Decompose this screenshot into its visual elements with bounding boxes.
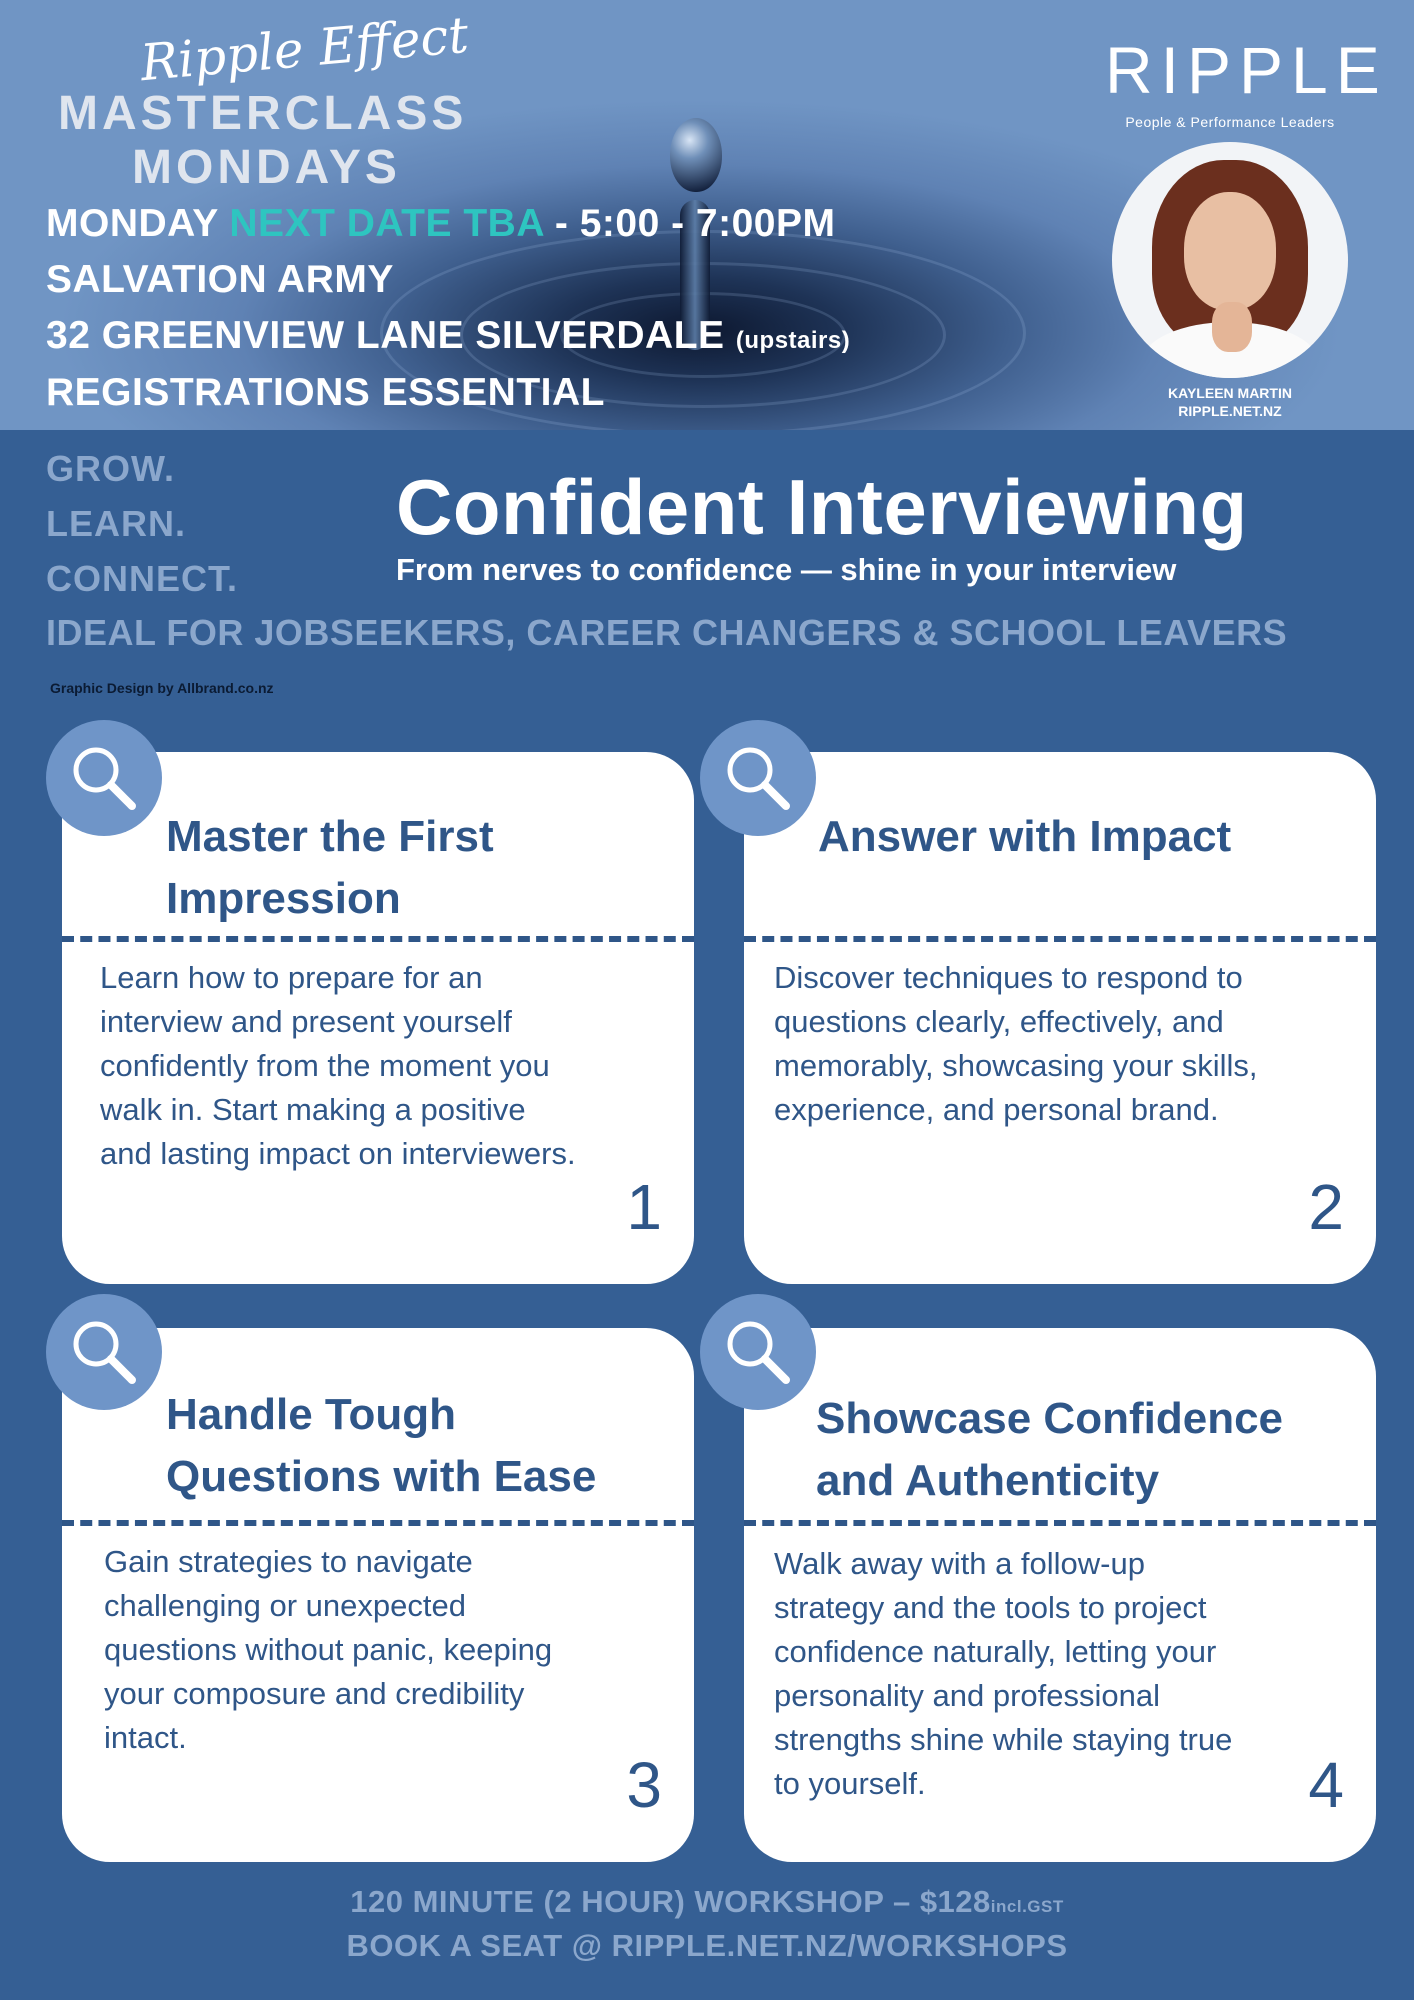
card-body-line: questions without panic, keeping <box>104 1632 553 1667</box>
search-icon <box>700 720 816 836</box>
card-body-line: confidently from the moment you <box>100 1048 550 1083</box>
card-body-line: intact. <box>104 1720 187 1755</box>
grow-text: GROW. <box>46 448 175 489</box>
card-body <box>100 956 576 1176</box>
card-body-line: Walk away with a follow-up <box>774 1546 1145 1581</box>
presenter-caption <box>1100 384 1360 420</box>
design-credit: Graphic Design by Allbrand.co.nz <box>50 680 274 696</box>
card-body-line: memorably, showcasing your skills, <box>774 1048 1258 1083</box>
masterclass-heading: MASTERCLASS <box>58 87 468 140</box>
mondays-heading: MONDAYS <box>132 141 401 194</box>
card-title <box>166 1384 596 1508</box>
address-text: 32 GREENVIEW LANE SILVERDALE <box>46 314 736 357</box>
header-banner <box>0 0 1414 430</box>
card-divider <box>744 936 1376 942</box>
card-divider <box>62 1520 694 1526</box>
card-body-line: Gain strategies to navigate <box>104 1544 473 1579</box>
card-divider <box>62 936 694 942</box>
card-title-line: Handle Tough <box>166 1390 457 1439</box>
card-number: 4 <box>1308 1749 1344 1821</box>
workshop-price <box>0 1884 1414 1920</box>
page-title: Confident Interviewing <box>396 463 1248 551</box>
address-note: (upstairs) <box>735 327 851 354</box>
card-body-line: walk in. Start making a positive <box>100 1092 526 1127</box>
card-body-line: your composure and credibility <box>104 1676 525 1711</box>
registration-note: REGISTRATIONS ESSENTIAL <box>46 371 605 414</box>
learn-text: LEARN. <box>46 503 186 544</box>
card-title-line: and Authenticity <box>816 1456 1160 1505</box>
brand-tagline: People & Performance Leaders <box>1125 114 1335 130</box>
card-body <box>774 956 1258 1132</box>
gst-note: incl.GST <box>990 1897 1064 1916</box>
card-title-line: Showcase Confidence <box>816 1394 1284 1443</box>
card-title-line: Questions with Ease <box>166 1452 597 1501</box>
card-body-line: strategy and the tools to project <box>774 1590 1207 1625</box>
card-title <box>818 806 1231 868</box>
water-droplet <box>670 118 722 192</box>
presenter-name: KAYLEEN MARTIN <box>1168 385 1292 401</box>
event-venue: SALVATION ARMY <box>46 258 394 301</box>
presenter-portrait <box>1112 142 1348 378</box>
card-body-line: and lasting impact on interviewers. <box>100 1136 576 1171</box>
card-body <box>104 1540 552 1760</box>
topic-card-3 <box>62 1328 694 1862</box>
event-date <box>46 202 836 246</box>
card-body-line: personality and professional <box>774 1678 1161 1713</box>
connect-text: CONNECT. <box>46 558 239 599</box>
card-title-line: Impression <box>166 874 401 923</box>
search-icon <box>46 720 162 836</box>
card-title <box>816 1388 1283 1512</box>
card-body-line: Learn how to prepare for an <box>100 960 483 995</box>
audience-line: IDEAL FOR JOBSEEKERS, CAREER CHANGERS & SCHOOL LEAVERS <box>46 612 1288 653</box>
card-body-line: challenging or unexpected <box>104 1588 466 1623</box>
card-body-line: to yourself. <box>774 1766 926 1801</box>
presenter-site: RIPPLE.NET.NZ <box>1178 403 1282 419</box>
card-divider <box>744 1520 1376 1526</box>
card-number: 3 <box>626 1749 662 1821</box>
card-body-line: confidence naturally, letting your <box>774 1634 1217 1669</box>
date-time: - 5:00 - 7:00PM <box>543 202 836 245</box>
card-title <box>166 806 494 930</box>
booking-link[interactable]: BOOK A SEAT @ RIPPLE.NET.NZ/WORKSHOPS <box>346 1928 1068 1963</box>
script-logo: Ripple Effect <box>138 5 471 93</box>
date-highlight: NEXT DATE TBA <box>229 202 544 245</box>
topic-card-4 <box>744 1328 1376 1862</box>
card-body-line: strengths shine while staying true <box>774 1722 1233 1757</box>
card-body-line: interview and present yourself <box>100 1004 512 1039</box>
date-prefix: MONDAY <box>46 202 230 245</box>
ripple-logo: RIPPLE <box>1105 33 1388 107</box>
card-number: 2 <box>1308 1171 1344 1243</box>
workshop-text: 120 MINUTE (2 HOUR) WORKSHOP – $128 <box>350 1884 991 1919</box>
event-address <box>46 314 850 358</box>
card-body-line: Discover techniques to respond to <box>774 960 1243 995</box>
page-subtitle: From nerves to confidence — shine in your interview <box>396 552 1177 587</box>
card-body <box>774 1542 1232 1806</box>
card-title-line: Answer with Impact <box>818 812 1232 861</box>
search-icon <box>46 1294 162 1410</box>
topic-card-2 <box>744 752 1376 1284</box>
portrait-hand <box>1212 302 1252 352</box>
card-number: 1 <box>626 1171 662 1243</box>
card-body-line: questions clearly, effectively, and <box>774 1004 1224 1039</box>
portrait-face <box>1184 192 1276 310</box>
search-icon <box>700 1294 816 1410</box>
card-title-line: Master the First <box>166 812 494 861</box>
card-body-line: experience, and personal brand. <box>774 1092 1219 1127</box>
topic-card-1 <box>62 752 694 1284</box>
